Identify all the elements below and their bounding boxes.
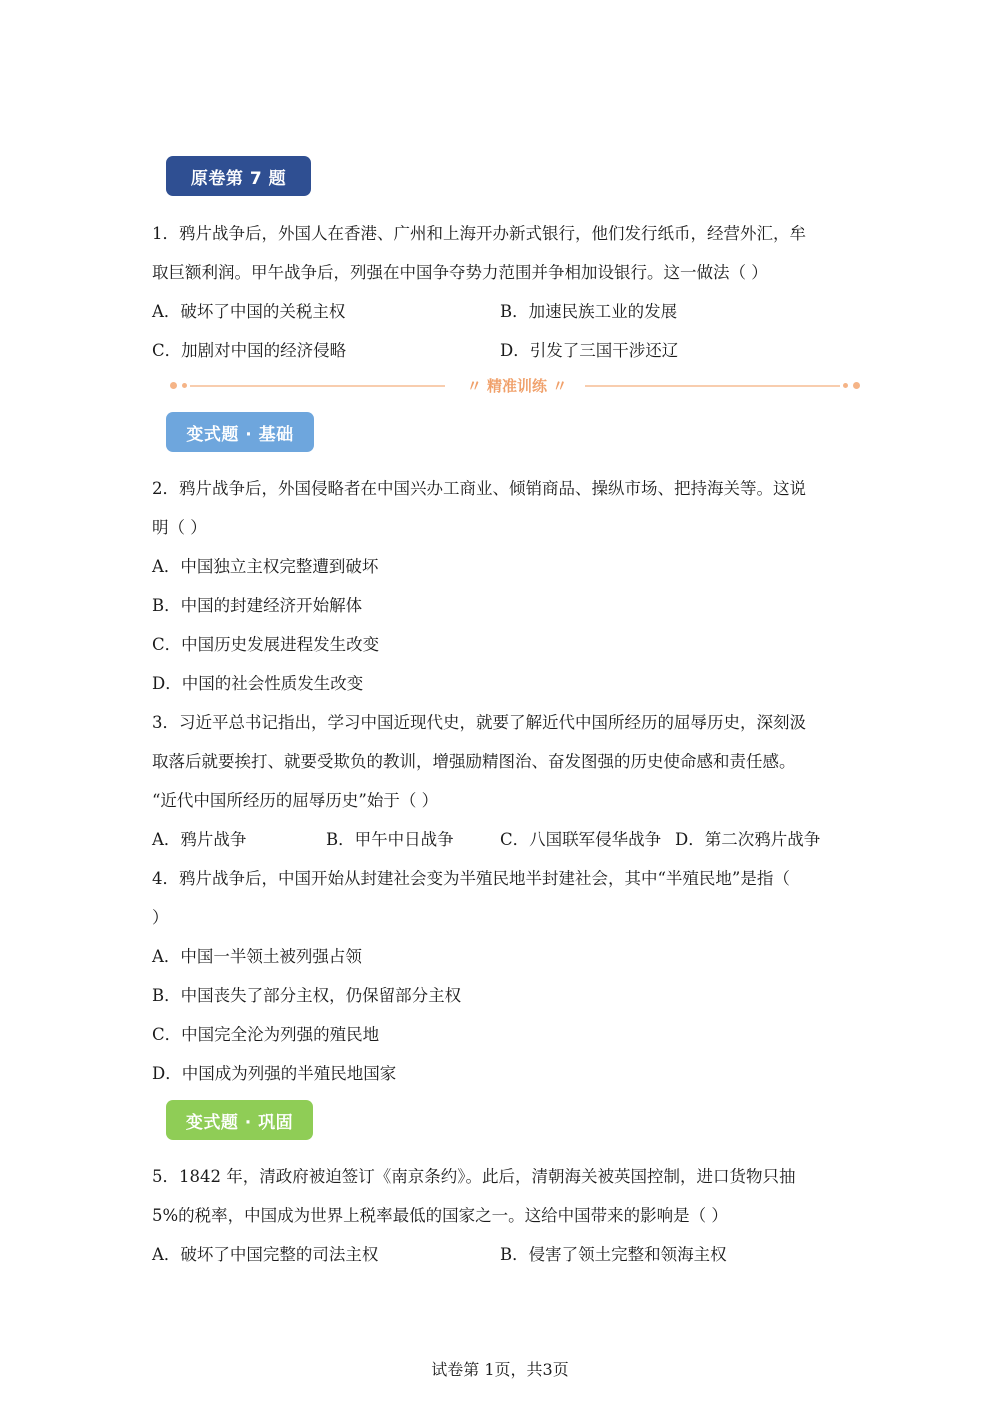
q1-option-c: C．加剧对中国的经济侵略 [152, 341, 347, 360]
divider-dot-right-small [843, 383, 848, 388]
q3-stem-line1: 3．习近平总书记指出，学习中国近现代史，就要了解近代中国所经历的屈辱历史，深刻汲 [152, 713, 806, 732]
q3-option-a: A．鸦片战争 [152, 830, 247, 849]
q5-stem-line1: 5．1842 年，清政府被迫签订《南京条约》。此后，清朝海关被英国控制，进口货物只抽 [152, 1167, 796, 1186]
divider-bar-right [585, 385, 840, 387]
q2-stem-line1: 2．鸦片战争后，外国侵略者在中国兴办工商业、倾销商品、操纵市场、把持海关等。这说 [152, 479, 806, 498]
q2-stem-line2: 明（ ） [152, 518, 207, 537]
q3-stem-line2: 取落后就要挨打、就要受欺负的教训，增强励精图治、奋发图强的历史使命感和责任感。 [152, 752, 796, 771]
divider-dot-left [170, 382, 177, 389]
q4-stem-line2: ） [152, 908, 169, 927]
q2-option-a: A．中国独立主权完整遭到破坏 [152, 557, 379, 576]
page-footer: 试卷第 1页，共3页 [431, 1360, 569, 1379]
q4-option-d: D．中国成为列强的半殖民地国家 [152, 1064, 397, 1083]
q1-option-d: D．引发了三国干涉还辽 [500, 341, 679, 360]
divider-dot-right [853, 382, 860, 389]
q4-option-b: B．中国丧失了部分主权，仍保留部分主权 [152, 986, 462, 1005]
divider-title: 〃 精准训练 〃 [466, 377, 568, 395]
q4-option-a: A．中国一半领土被列强占领 [152, 947, 362, 966]
q4-option-c: C．中国完全沦为列强的殖民地 [152, 1025, 380, 1044]
q2-option-c: C．中国历史发展进程发生改变 [152, 635, 380, 654]
q4-stem-line1: 4．鸦片战争后，中国开始从封建社会变为半殖民地半封建社会，其中“半殖民地”是指（ [152, 869, 790, 888]
divider-dot-left-small [182, 383, 187, 388]
q1-option-b: B．加速民族工业的发展 [500, 302, 678, 321]
q3-stem-line3: “近代中国所经历的屈辱历史”始于（ ） [152, 791, 439, 810]
q2-option-b: B．中国的封建经济开始解体 [152, 596, 363, 615]
q3-option-d: D．第二次鸦片战争 [675, 830, 821, 849]
q1-stem-line1: 1．鸦片战争后，外国人在香港、广州和上海开办新式银行，他们发行纸币，经营外汇，牟 [152, 224, 806, 243]
q2-option-d: D．中国的社会性质发生改变 [152, 674, 364, 693]
section-divider [170, 378, 860, 394]
q1-stem-line2: 取巨额利润。甲午战争后，列强在中国争夺势力范围并争相加设银行。这一做法（ ） [152, 263, 768, 282]
q5-stem-line2: 5%的税率，中国成为世界上税率最低的国家之一。这给中国带来的影响是（ ） [152, 1206, 728, 1225]
divider-bar-left [190, 385, 445, 387]
q3-option-b: B．甲午中日战争 [326, 830, 454, 849]
variant-basic-badge: 变式题 · 基础 [166, 412, 314, 452]
q3-option-c: C．八国联军侵华战争 [500, 830, 662, 849]
variant-consolidate-badge: 变式题 · 巩固 [166, 1100, 313, 1140]
q1-option-a: A．破坏了中国的关税主权 [152, 302, 346, 321]
q5-option-b: B．侵害了领土完整和领海主权 [500, 1245, 727, 1264]
q5-option-a: A．破坏了中国完整的司法主权 [152, 1245, 379, 1264]
original-question-badge: 原卷第 7 题 [166, 156, 311, 196]
